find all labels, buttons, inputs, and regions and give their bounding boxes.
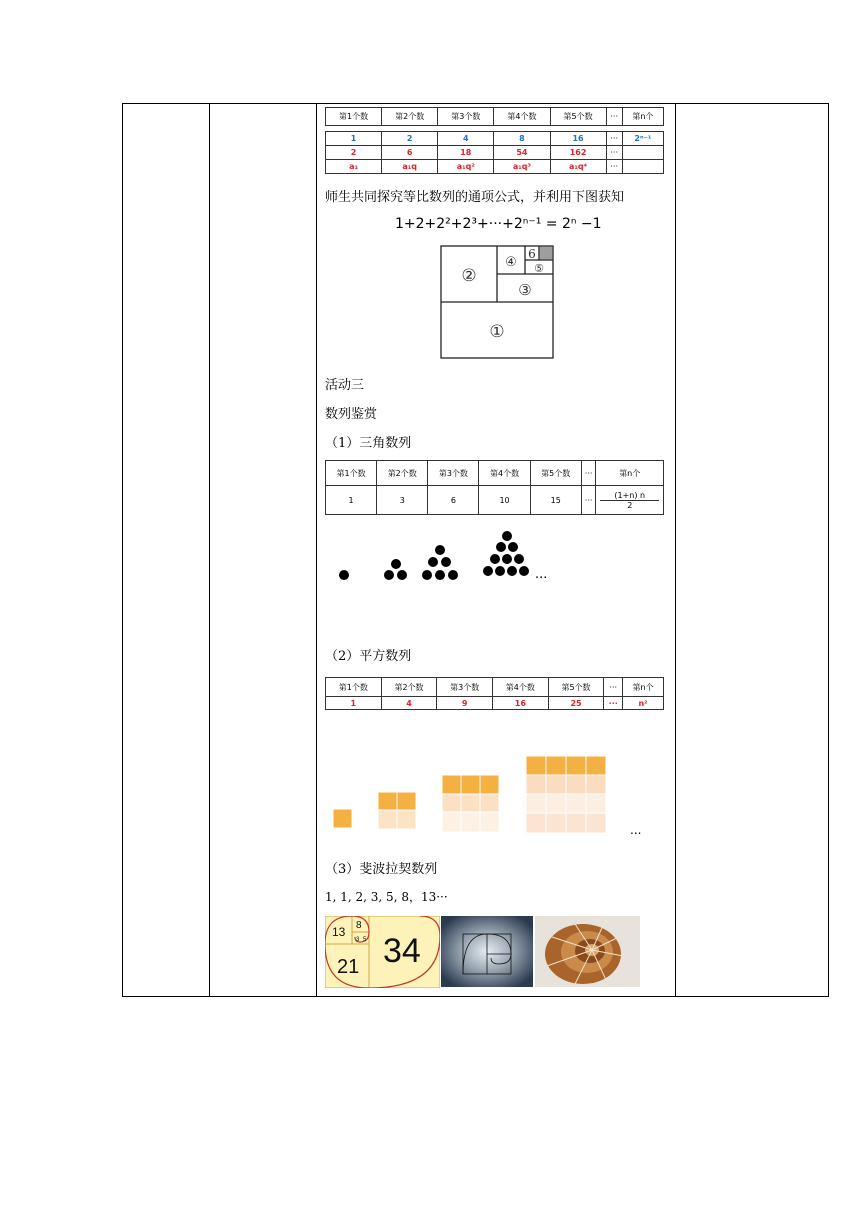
square-3x3-mid <box>442 794 461 812</box>
explanation-text: 师生共同探究等比数列的通项公式，并利用下图获知 <box>325 190 625 205</box>
header-cell: ··· <box>604 678 623 697</box>
square-3x3-top <box>461 775 480 794</box>
fibonacci-heading: （3）斐波拉契数列 <box>325 862 438 877</box>
square-4x4-r3 <box>526 794 546 813</box>
square-3x3-bottom <box>461 812 480 832</box>
header-cell: 第3个数 <box>438 108 494 126</box>
table-cell: a₁q³ <box>494 160 550 174</box>
label-3: ③ <box>518 281 532 299</box>
column-divider <box>316 104 317 996</box>
header-cell: 第2个数 <box>382 108 438 126</box>
section-heading: 数列鉴赏 <box>325 407 378 422</box>
hurricane-image <box>441 916 533 987</box>
header-cell: ··· <box>606 108 622 126</box>
header-cell: 第5个数 <box>550 108 606 126</box>
square-2x2-top <box>378 792 397 810</box>
header-cell: 第n个 <box>596 461 664 486</box>
header-cell: 第2个数 <box>377 461 428 486</box>
sum-formula: 1+2+2²+2³+···+2ⁿ⁻¹ = 2ⁿ −1 <box>395 216 602 232</box>
fib-label-5: 5 <box>363 937 367 943</box>
table-cell: 4 <box>381 697 437 710</box>
square-4x4-r3 <box>546 794 566 813</box>
fib-label-8: 8 <box>356 920 362 931</box>
dot <box>448 570 458 580</box>
table-cell: 16 <box>550 132 606 146</box>
dot <box>435 570 445 580</box>
geometric-sequence-table <box>325 107 664 174</box>
table-cell: 54 <box>494 146 550 160</box>
square-4x4-r4 <box>586 813 606 833</box>
fraction-denominator: 2 <box>627 500 633 510</box>
square-4x4-r2 <box>566 775 586 794</box>
square-3x3-top <box>480 775 499 794</box>
table-cell: 16 <box>493 697 549 710</box>
table-cell: 1 <box>326 132 382 146</box>
table-cell: 2 <box>382 132 438 146</box>
header-cell: 第3个数 <box>428 461 479 486</box>
dot <box>397 570 407 580</box>
square-3x3-bottom <box>442 812 461 832</box>
dot <box>508 542 518 552</box>
table-cell: 9 <box>437 697 493 710</box>
dot <box>441 557 451 567</box>
dot <box>490 554 500 564</box>
square-3x3-bottom <box>480 812 499 832</box>
dot <box>391 559 401 569</box>
fib-label-21: 21 <box>337 956 360 978</box>
table-cell: 162 <box>550 146 606 160</box>
table-cell: ··· <box>606 160 622 174</box>
nested-squares-diagram <box>440 245 555 360</box>
table-cell: 8 <box>494 132 550 146</box>
dot <box>495 566 505 576</box>
header-cell: 第2个数 <box>381 678 437 697</box>
square-4x4-r4 <box>546 813 566 833</box>
label-6: 6 <box>528 247 536 261</box>
fib-label-13: 13 <box>332 925 346 939</box>
table-cell: n² <box>623 697 664 710</box>
table-cell: ··· <box>606 132 622 146</box>
square-4x4-r1 <box>546 756 566 775</box>
table-cell: ··· <box>581 486 596 515</box>
square-4x4-r1 <box>566 756 586 775</box>
square-1x1 <box>333 809 352 828</box>
header-cell: 第4个数 <box>479 461 530 486</box>
table-cell <box>622 160 663 174</box>
triangular-dots <box>335 528 565 583</box>
nautilus-shell-image <box>535 916 640 987</box>
squares-ellipsis: ... <box>630 823 642 836</box>
header-cell: 第4个数 <box>493 678 549 697</box>
column-divider <box>209 104 210 996</box>
square-3x3-top <box>442 775 461 794</box>
fibonacci-sequence: 1, 1, 2, 3, 5, 8，13··· <box>325 890 448 904</box>
triangular-heading: （1）三角数列 <box>325 436 412 451</box>
table-cell: a₁q² <box>438 160 494 174</box>
table-cell: 3 <box>377 486 428 515</box>
header-cell: 第n个 <box>623 678 664 697</box>
dot <box>502 554 512 564</box>
label-2: ② <box>461 266 477 286</box>
dot <box>384 570 394 580</box>
dot <box>514 554 524 564</box>
table-cell: 6 <box>428 486 479 515</box>
table-cell: 6 <box>382 146 438 160</box>
table-cell: a₁q <box>382 160 438 174</box>
table-cell: 15 <box>530 486 581 515</box>
square-2x2-top <box>397 792 416 810</box>
square-4x4-r3 <box>566 794 586 813</box>
table-cell: ··· <box>604 697 623 710</box>
header-cell: 第3个数 <box>437 678 493 697</box>
header-cell: 第5个数 <box>548 678 604 697</box>
square-table <box>325 677 664 710</box>
header-cell: 第n个 <box>622 108 663 126</box>
label-5: ⑤ <box>534 262 544 275</box>
table-cell: a₁ <box>326 160 382 174</box>
header-cell: ··· <box>581 461 596 486</box>
dot <box>502 531 512 541</box>
dot <box>428 557 438 567</box>
table-cell: 2ⁿ⁻¹ <box>622 132 663 146</box>
table-cell: 10 <box>479 486 530 515</box>
table-cell: 25 <box>548 697 604 710</box>
fib-label-3: 3 <box>356 937 360 943</box>
fraction-numerator: (1+n) n <box>600 491 659 501</box>
square-4x4-r1 <box>586 756 606 775</box>
square-4x4-r2 <box>526 775 546 794</box>
table-cell <box>622 146 663 160</box>
fibonacci-spiral-image <box>325 916 440 988</box>
dot <box>483 566 493 576</box>
square-grids <box>330 751 660 836</box>
square-heading: （2）平方数列 <box>325 649 412 664</box>
header-cell: 第5个数 <box>530 461 581 486</box>
column-divider <box>675 104 676 996</box>
square-2x2-bottom <box>378 810 397 829</box>
dot <box>435 545 445 555</box>
square-3x3-mid <box>461 794 480 812</box>
header-cell: 第1个数 <box>326 461 377 486</box>
table-cell: 1 <box>326 486 377 515</box>
table-cell: 4 <box>438 132 494 146</box>
square-2x2-bottom <box>397 810 416 829</box>
header-cell: 第1个数 <box>326 678 382 697</box>
activity-heading: 活动三 <box>325 378 365 393</box>
triangular-table <box>325 460 664 515</box>
square-3x3-mid <box>480 794 499 812</box>
dot <box>519 566 529 576</box>
square-4x4-r3 <box>586 794 606 813</box>
table-cell: ··· <box>606 146 622 160</box>
square-4x4-r1 <box>526 756 546 775</box>
square-4x4-r2 <box>546 775 566 794</box>
dots-ellipsis: ... <box>535 567 548 582</box>
dot <box>422 570 432 580</box>
table-cell: 2 <box>326 146 382 160</box>
label-1: ① <box>489 322 505 342</box>
fraction-cell <box>596 486 664 515</box>
header-cell: 第1个数 <box>326 108 382 126</box>
label-4: ④ <box>505 255 517 270</box>
dot <box>339 570 349 580</box>
square-4x4-r2 <box>586 775 606 794</box>
table-cell: a₁q⁴ <box>550 160 606 174</box>
square-4x4-r4 <box>566 813 586 833</box>
table-cell: 18 <box>438 146 494 160</box>
table-cell: 1 <box>326 697 382 710</box>
header-cell: 第4个数 <box>494 108 550 126</box>
dot <box>507 566 517 576</box>
dot <box>496 542 506 552</box>
square-4x4-r4 <box>526 813 546 833</box>
fib-label-34: 34 <box>383 932 421 970</box>
